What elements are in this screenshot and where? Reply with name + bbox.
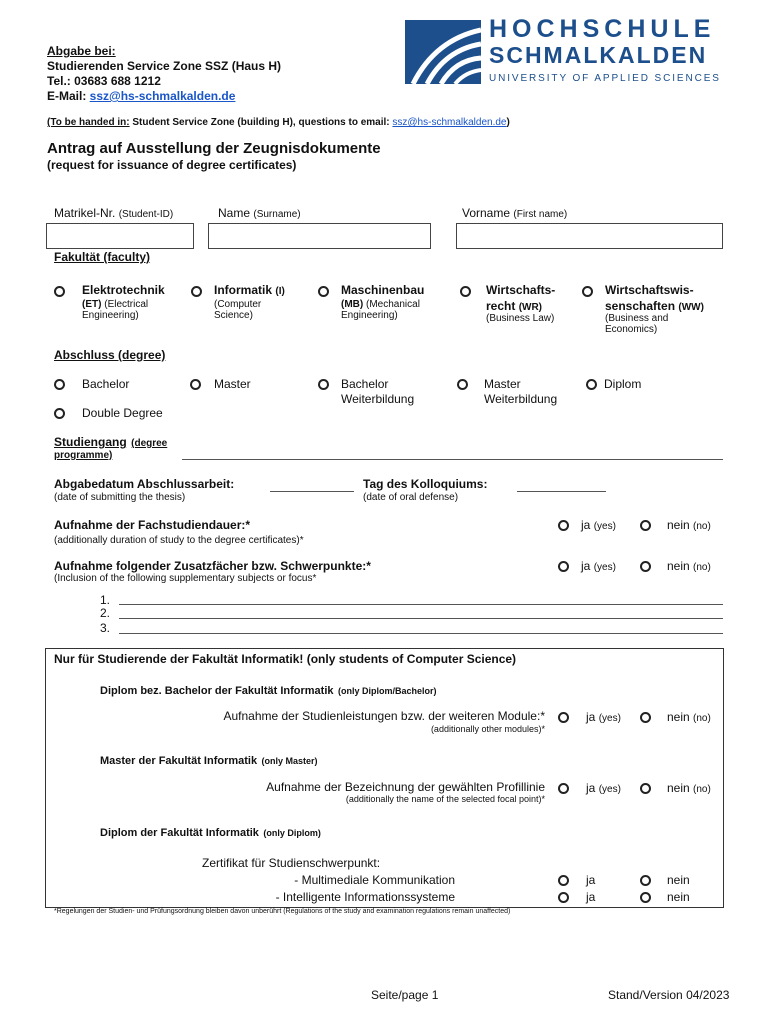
informatik-s2-no-de: nein: [667, 781, 690, 795]
programme-input-line[interactable]: [182, 459, 723, 460]
degree-radio-master[interactable]: [190, 379, 201, 390]
programme-label-de: Studiengang: [54, 435, 127, 449]
faculty-ww-title2: senschaften: [605, 299, 676, 313]
faculty-option-i: [214, 283, 285, 321]
subjects-no-en: (no): [693, 562, 711, 573]
duration-yes-de: ja: [581, 518, 591, 532]
faculty-et-title: Elektrotechnik: [82, 283, 165, 297]
faculty-mb-title: Maschinenbau: [341, 283, 425, 297]
subjects-label-en: (Inclusion of the following supplementary subjects or focus*: [54, 573, 317, 584]
duration-no-en: (no): [693, 521, 711, 532]
faculty-option-ww: [605, 283, 704, 335]
subject-item-2-label: 2.: [100, 606, 111, 620]
informatik-s1-yes-en: (yes): [598, 713, 621, 724]
informatik-s3-question: Zertifikat für Studienschwerpunkt:: [202, 856, 381, 870]
hand-in-note: [47, 117, 510, 128]
vorname-label-de: Vorname: [462, 206, 511, 220]
faculty-radio-et[interactable]: [54, 286, 65, 297]
informatik-s1-question: Aufnahme der Studienleistungen bzw. der weiteren Module:*: [223, 709, 545, 723]
informatik-s1-title-de: Diplom bez. Bachelor der Fakultät Informatik: [100, 685, 334, 697]
subjects-no-radio[interactable]: [640, 561, 651, 572]
informatik-s2-no-en: (no): [693, 784, 711, 795]
submission-info: [47, 44, 281, 104]
informatik-s1-yes-de: ja: [586, 710, 596, 724]
thesis-date-label: Abgabedatum Abschlussarbeit:: [54, 477, 235, 491]
logo-emblem: [405, 20, 481, 84]
degree-radio-master-wb[interactable]: [457, 379, 468, 390]
degree-bachelor-wb-label: [341, 377, 414, 407]
faculty-radio-wr[interactable]: [460, 286, 471, 297]
matrikel-label-de: Matrikel-Nr.: [54, 206, 116, 220]
hand-in-email[interactable]: ssz@hs-schmalkalden.de: [392, 117, 507, 128]
logo-line3: UNIVERSITY OF APPLIED SCIENCES: [489, 73, 721, 84]
informatik-s3-opt2-yes-label: ja: [586, 890, 596, 904]
hand-in-text: Student Service Zone (building H), questions to email:: [129, 117, 393, 128]
degree-radio-diplom[interactable]: [586, 379, 597, 390]
faculty-wr-abbr: (WR): [518, 302, 543, 313]
logo-line2: SCHMALKALDEN: [489, 42, 708, 68]
informatik-s3-opt1-yes-radio[interactable]: [558, 875, 569, 886]
faculty-et-en2: Engineering): [82, 310, 139, 321]
subjects-label: Aufnahme folgender Zusatzfächer bzw. Schwerpunkte:*: [54, 559, 371, 573]
programme-label-en2: programme): [54, 450, 113, 461]
faculty-i-en1: (Computer: [214, 299, 262, 310]
subject-item-1-input[interactable]: [119, 604, 723, 605]
matrikel-input[interactable]: [46, 223, 194, 249]
degree-master-wb-line1: Master: [484, 377, 521, 391]
informatik-heading: Nur für Studierende der Fakultät Informatik! (only students of Computer Science): [54, 652, 517, 666]
faculty-radio-mb[interactable]: [318, 286, 329, 297]
duration-no-de: nein: [667, 518, 690, 532]
faculty-ww-abbr: (WW): [678, 302, 704, 313]
informatik-s3-opt1-no-radio[interactable]: [640, 875, 651, 886]
faculty-wr-title: Wirtschafts-: [486, 283, 556, 297]
informatik-s3-note: (only Diplom): [263, 828, 321, 838]
phone: Tel.: 03683 688 1212: [47, 74, 161, 88]
faculty-et-abbr: (ET): [82, 299, 102, 310]
matrikel-label-en: (Student-ID): [118, 209, 174, 220]
degree-bachelor-wb-line2: Weiterbildung: [341, 392, 415, 406]
logo-icon: [405, 20, 481, 84]
informatik-s2-no-radio[interactable]: [640, 783, 651, 794]
informatik-s2-question: Aufnahme der Bezeichnung der gewählten Profillinie: [266, 780, 545, 794]
programme-label-en: (degree: [131, 438, 168, 449]
thesis-date-input[interactable]: [270, 491, 354, 492]
page-subtitle: (request for issuance of degree certificates): [47, 158, 297, 172]
oral-date-label: Tag des Kolloquiums:: [363, 477, 488, 491]
informatik-s2-yes-en: (yes): [598, 784, 621, 795]
duration-label-en: (additionally duration of study to the degree certificates)*: [54, 535, 304, 546]
informatik-s3-opt1-yes-label: ja: [586, 873, 596, 887]
hand-in-close: ): [506, 117, 510, 128]
informatik-s3-opt2-no-label: nein: [667, 890, 690, 904]
subject-item-3-input[interactable]: [119, 633, 723, 634]
page-number: Seite/page 1: [371, 988, 439, 1002]
faculty-ww-en2: Economics): [605, 324, 658, 335]
informatik-s1-no-radio[interactable]: [640, 712, 651, 723]
matrikel-label: [54, 206, 173, 220]
faculty-radio-i[interactable]: [191, 286, 202, 297]
degree-radio-bachelor[interactable]: [54, 379, 65, 390]
faculty-mb-abbr: (MB): [341, 299, 364, 310]
subjects-no-de: nein: [667, 559, 690, 573]
faculty-option-et: [82, 283, 165, 321]
version-label: Stand/Version: [608, 988, 683, 1002]
informatik-s3-opt1-no-label: nein: [667, 873, 690, 887]
thesis-date-label-en: (date of submitting the thesis): [54, 492, 186, 503]
degree-master-wb-label: [484, 377, 557, 407]
informatik-s3-title-de: Diplom der Fakultät Informatik: [100, 827, 259, 839]
subjects-no-label: [667, 559, 711, 573]
degree-diplom-label: Diplom: [604, 377, 642, 391]
subject-item-3-label: 3.: [100, 621, 111, 635]
informatik-s2-title: [100, 751, 318, 769]
informatik-s1-no-de: nein: [667, 710, 690, 724]
informatik-s1-no-label: [667, 710, 711, 724]
vorname-label-en: (First name): [513, 209, 568, 220]
faculty-mb-en1: (Mechanical: [366, 299, 420, 310]
version-value: 04/2023: [686, 988, 730, 1002]
subjects-yes-radio[interactable]: [558, 561, 569, 572]
informatik-s3-option1: - Multimediale Kommunikation: [294, 873, 455, 887]
faculty-mb-en2: Engineering): [341, 310, 398, 321]
duration-yes-en: (yes): [593, 521, 616, 532]
degree-radio-bachelor-wb[interactable]: [318, 379, 329, 390]
degree-bachelor-wb-line1: Bachelor: [341, 377, 389, 391]
faculty-wr-title2: recht: [486, 299, 516, 313]
faculty-option-wr: [486, 283, 555, 324]
oral-date-label-en: (date of oral defense): [363, 492, 459, 503]
degree-bachelor-label: Bachelor: [82, 377, 130, 391]
faculty-ww-title: Wirtschaftswis-: [605, 283, 694, 297]
subjects-yes-en: (yes): [593, 562, 616, 573]
informatik-s2-title-de: Master der Fakultät Informatik: [100, 755, 258, 767]
name-label: [218, 206, 301, 220]
subjects-yes-de: ja: [581, 559, 591, 573]
informatik-s2-no-label: [667, 781, 711, 795]
informatik-s2-yes-radio[interactable]: [558, 783, 569, 794]
degree-radio-double[interactable]: [54, 408, 65, 419]
faculty-i-abbr: (I): [275, 286, 285, 297]
programme-label: [54, 436, 167, 462]
informatik-s2-note: (only Master): [261, 756, 318, 766]
informatik-s1-yes-radio[interactable]: [558, 712, 569, 723]
name-input[interactable]: [208, 223, 431, 249]
email-label: E-Mail:: [47, 89, 90, 103]
duration-no-radio[interactable]: [640, 520, 651, 531]
degree-master-label: Master: [214, 377, 251, 391]
faculty-et-en1: (Electrical: [104, 299, 149, 310]
degree-heading: Abschluss (degree): [54, 348, 166, 362]
informatik-s2-yes-label: [586, 781, 621, 795]
email-link[interactable]: ssz@hs-schmalkalden.de: [89, 89, 236, 103]
informatik-s1-question-en: (additionally other modules)*: [430, 724, 545, 734]
subjects-yes-label: [581, 559, 616, 573]
faculty-option-mb: [341, 283, 424, 321]
version-info: [608, 988, 729, 1002]
footnote: *Regelungen der Studien- und Prüfungsordnung bleiben davon unberührt (Regulations of the study and examination regulations remain unaffected): [54, 908, 511, 915]
faculty-i-title: Informatik: [214, 283, 273, 297]
faculty-heading: Fakultät (faculty): [54, 250, 151, 264]
logo-line1: HOCHSCHULE: [489, 15, 716, 43]
subject-item-2-input[interactable]: [119, 618, 723, 619]
informatik-s3-opt2-no-radio[interactable]: [640, 892, 651, 903]
name-label-de: Name: [218, 206, 251, 220]
duration-yes-radio[interactable]: [558, 520, 569, 531]
degree-master-wb-line2: Weiterbildung: [484, 392, 558, 406]
informatik-s1-note: (only Diplom/Bachelor): [337, 686, 437, 696]
vorname-input[interactable]: [456, 223, 723, 249]
name-label-en: (Surname): [253, 209, 301, 220]
hand-in-prefix: (To be handed in:: [47, 117, 130, 128]
email-line: [47, 89, 281, 104]
duration-no-label: [667, 518, 711, 532]
informatik-s3-opt2-yes-radio[interactable]: [558, 892, 569, 903]
faculty-wr-en1: (Business Law): [486, 313, 555, 324]
faculty-ww-en1: (Business and: [605, 313, 669, 324]
degree-double-label: Double Degree: [82, 406, 163, 420]
informatik-s2-yes-de: ja: [586, 781, 596, 795]
faculty-i-en2: Science): [214, 310, 253, 321]
submit-title: Abgabe bei:: [47, 44, 116, 58]
oral-date-input[interactable]: [517, 491, 606, 492]
subject-item-1-label: 1.: [100, 593, 111, 607]
informatik-s1-title: [100, 681, 436, 699]
informatik-s2-question-en: (additionally the name of the selected focal point)*: [345, 794, 545, 804]
page-title: Antrag auf Ausstellung der Zeugnisdokumente: [47, 140, 381, 157]
vorname-label: [462, 206, 567, 220]
duration-yes-label: [581, 518, 616, 532]
duration-label: Aufnahme der Fachstudiendauer:*: [54, 518, 251, 532]
informatik-s3-title: [100, 823, 321, 841]
faculty-radio-ww[interactable]: [582, 286, 593, 297]
informatik-s1-no-en: (no): [693, 713, 711, 724]
informatik-s3-option2: - Intelligente Informationssysteme: [275, 890, 455, 904]
informatik-s1-yes-label: [586, 710, 621, 724]
submit-office: Studierenden Service Zone SSZ (Haus H): [47, 59, 282, 73]
